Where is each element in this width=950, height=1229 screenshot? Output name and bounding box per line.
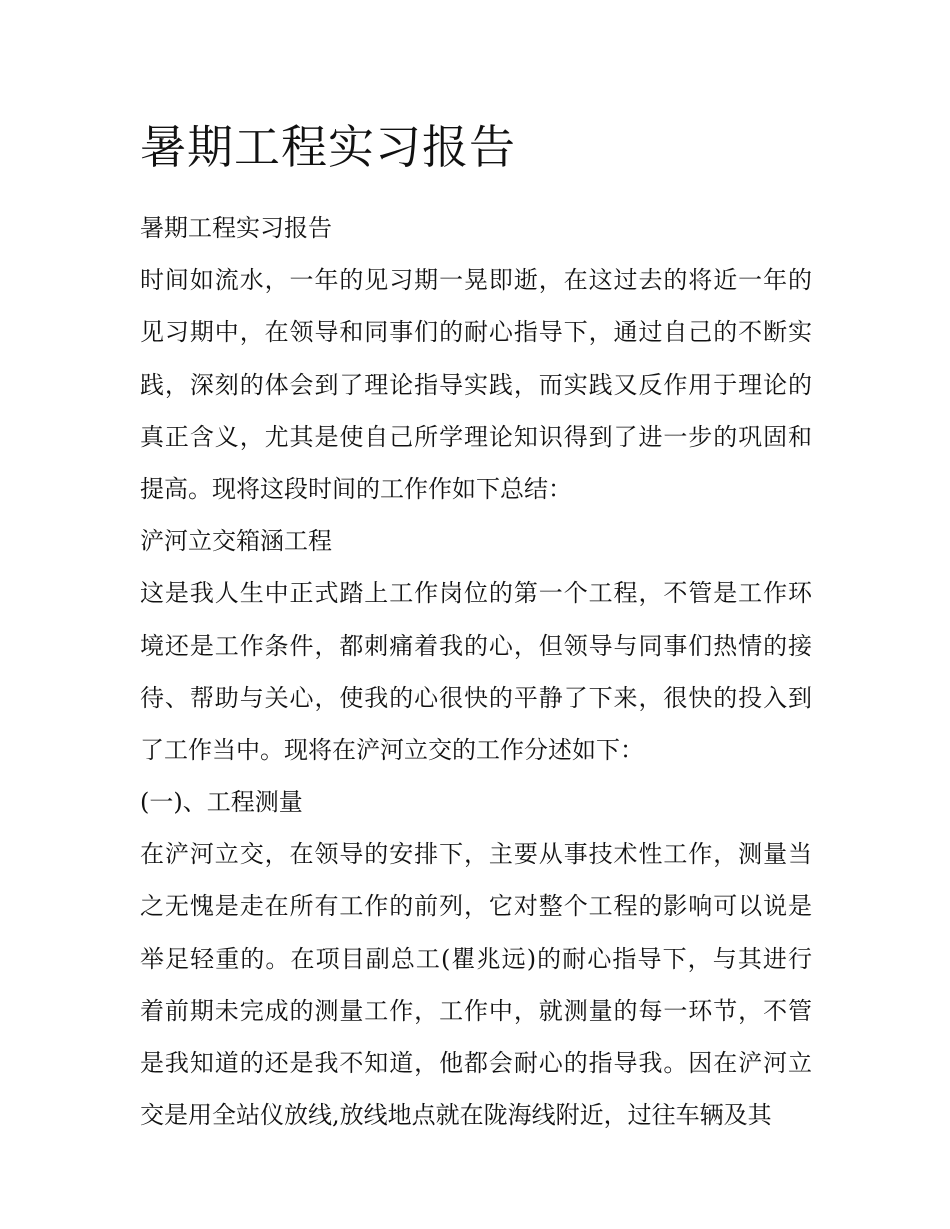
document-title: 暑期工程实习报告 [140,120,516,174]
paragraph-line: 之无愧是走在所有工作的前列，它对整个工程的影响可以说是 [140,892,812,921]
document-body [140,112,812,1141]
paragraph-line: 真正含义，尤其是使自己所学理论知识得到了进一步的巩固和 [140,422,812,451]
paragraph-line: 时间如流水，一年的见习期一晃即逝，在这过去的将近一年的 [140,266,812,295]
subtitle-line: 暑期工程实习报告 [140,214,332,242]
paragraph-line: 这是我人生中正式踏上工作岗位的第一个工程，不管是工作环 [140,579,812,608]
paragraph-line: 着前期未完成的测量工作，工作中，就测量的每一环节，不管 [140,996,812,1025]
paragraph-line: 践，深刻的体会到了理论指导实践，而实践又反作用于理论的 [140,370,812,399]
section-heading: 浐河立交箱涵工程 [140,527,332,556]
paragraph-line: 提高。现将这段时间的工作作如下总结： [140,474,572,503]
paragraph-line: 在浐河立交，在领导的安排下，主要从事技术性工作，测量当 [140,840,812,869]
paragraph-line: 是我知道的还是我不知道，他都会耐心的指导我。因在浐河立 [140,1049,812,1077]
paragraph-line: 境还是工作条件，都刺痛着我的心，但领导与同事们热情的接 [140,631,812,660]
paragraph-line: 见习期中，在领导和同事们的耐心指导下，通过自己的不断实 [140,318,812,347]
paragraph-line: 待、帮助与关心，使我的心很快的平静了下来，很快的投入到 [140,683,812,712]
paragraph-line: 交是用全站仪放线,放线地点就在陇海线附近，过往车辆及其 [140,1101,772,1130]
subsection-heading: (一)、工程测量 [140,788,303,817]
paragraph-line: 举足轻重的。在项目副总工(瞿兆远)的耐心指导下，与其进行 [140,944,812,973]
paragraph-line: 了工作当中。现将在浐河立交的工作分述如下： [140,735,644,764]
